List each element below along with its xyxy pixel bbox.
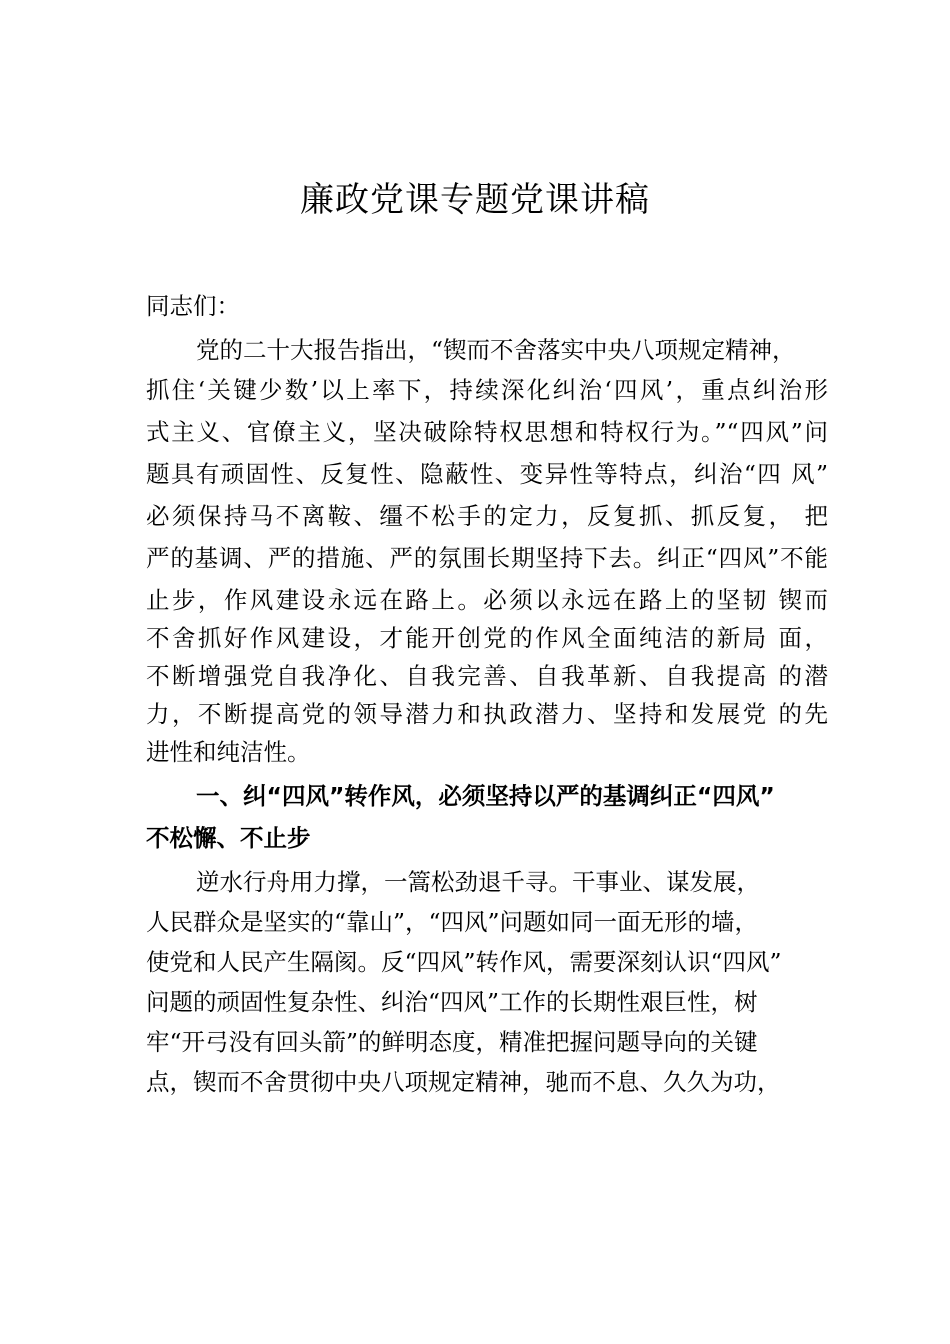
paragraph-line: 进性和纯洁性。 [146,738,311,766]
paragraph-line-text: 力，不断提高党的领导潜力和执政潜力、坚持和发展党 的先 [146,700,828,728]
paragraph-line-text: 必须保持马不离鞍、缰不松手的定力，反复抓、抓反复， 把 [146,502,828,530]
paragraph-line [146,656,828,696]
section-heading: 不松懈、不止步 [146,824,311,852]
paragraph-line-text: 不舍抓好作风建设，才能开创党的作风全面纯洁的新局 面， [146,624,828,652]
paragraph-line [146,694,828,734]
paragraph-line: 人民群众是坚实的“靠山”，“四风”问题如同一面无形的墙， [146,908,759,936]
paragraph-line [146,538,828,578]
paragraph-line-text: 抓住‘关键少数’以上率下，持续深化纠治‘四风’，重点纠治形 [146,376,828,404]
paragraph-line [146,370,828,410]
paragraph-line [146,496,828,536]
greeting: 同志们： [146,292,240,320]
paragraph-line: 点，锲而不舍贯彻中央八项规定精神，驰而不息、久久为功， [146,1068,781,1096]
paragraph-line-text: 严的基调、严的措施、严的氛围长期坚持下去。纠正“四风”不能 [146,544,828,572]
paragraph-line-text: 题具有顽固性、反复性、隐蔽性、变异性等特点，纠治“四 风” [146,460,828,488]
paragraph-line: 牢“开弓没有回头箭”的鲜明态度，精准把握问题导向的关键 [146,1028,758,1056]
paragraph-line-text: 止步，作风建设永远在路上。必须以永远在路上的坚韧 锲而 [146,586,828,614]
paragraph-line-text: 不断增强党自我净化、自我完善、自我革新、自我提高 的潜 [146,662,828,690]
document-title: 廉政党课专题党课讲稿 [300,180,650,220]
paragraph-line: 问题的顽固性复杂性、纠治“四风”工作的长期性艰巨性，树 [146,988,758,1016]
section-heading: 一、纠“四风”转作风，必须坚持以严的基调纠正“四风” [196,782,775,810]
paragraph-line [146,580,828,620]
paragraph-line-text: 式主义、官僚主义，坚决破除特权思想和特权行为。”“四风”问 [146,418,828,446]
paragraph-line: 使党和人民产生隔阂。反“四风”转作风，需要深刻认识“四风” [146,948,782,976]
paragraph-line: 党的二十大报告指出，“锲而不舍落实中央八项规定精神， [196,336,796,364]
paragraph-line [146,412,828,452]
paragraph-line [146,454,828,494]
paragraph-line: 逆水行舟用力撑，一篙松劲退千寻。干事业、谋发展， [196,868,760,896]
paragraph-line [146,618,828,658]
